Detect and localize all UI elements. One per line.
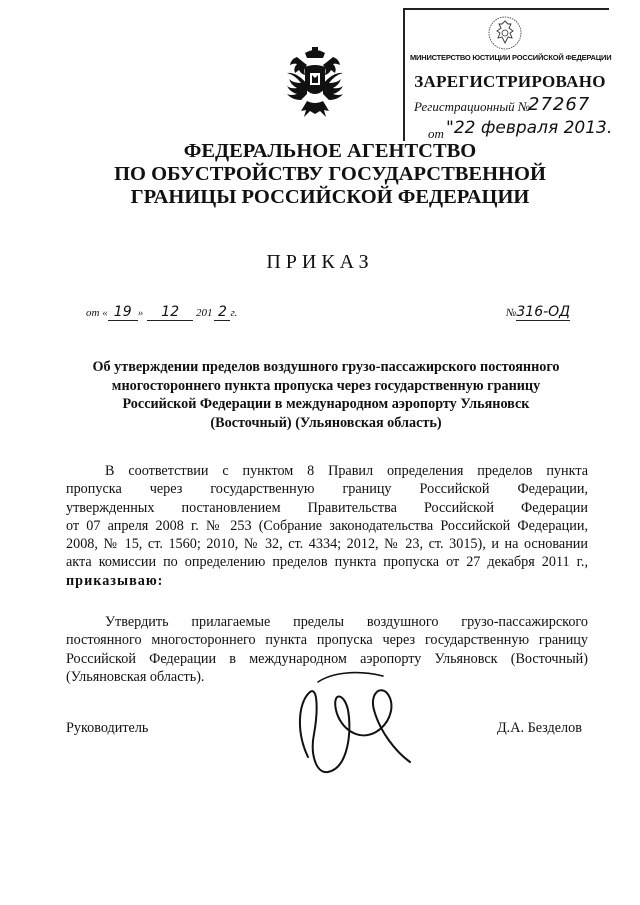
double-headed-eagle-emblem-icon xyxy=(283,43,347,123)
subject-line: Об утверждении пределов воздушного грузо-пассажирского постоянного xyxy=(92,359,560,375)
stamp-regno-value: 27267 xyxy=(528,94,591,115)
signatory-title: Руководитель xyxy=(66,720,149,736)
order-number xyxy=(506,304,570,320)
date-month: 12 xyxy=(147,304,193,321)
paragraph-line: (Ульяновская область). xyxy=(66,668,205,685)
paragraph-line: пропуска через государственную границу Российской Федерации, xyxy=(66,481,588,498)
preamble-paragraph xyxy=(66,462,588,590)
order-date xyxy=(86,304,237,321)
handwritten-signature xyxy=(288,662,418,782)
order-number-prefix: № xyxy=(506,307,517,319)
stamp-registered-text: ЗАРЕГИСТРИРОВАНО xyxy=(414,72,606,91)
paragraph-line: акта комиссии по определению пределов пункта пропуска от 27 декабря 2011 г., xyxy=(66,554,588,571)
subject-line: (Восточный) (Ульяновская область) xyxy=(210,414,442,431)
subject-line: Российской Федерации в международном аэропорту Ульяновск xyxy=(122,396,530,412)
agency-line: ФЕДЕРАЛЬНОЕ АГЕНТСТВО xyxy=(183,140,477,162)
date-year-prefix: 201 xyxy=(195,307,213,319)
paragraph-line: Российской Федерации в международном аэропорту Ульяновск (Восточный) xyxy=(66,650,588,667)
date-mid: » xyxy=(137,307,144,319)
stamp-eagle-emblem-icon xyxy=(488,14,522,52)
stamp-date-value: "22 февраля 2013. xyxy=(446,118,613,138)
stamp-ministry-text: МИНИСТЕРСТВО ЮСТИЦИИ РОССИЙСКОЙ ФЕДЕРАЦИИ xyxy=(410,53,612,62)
agency-name xyxy=(40,140,620,209)
paragraph-line: 2008, № 15, ст. 1560; 2010, № 32, ст. 4334; 2012, № 23, ст. 3015), и на основании xyxy=(66,536,588,553)
date-year-suffix: г. xyxy=(230,307,238,319)
agency-line: ПО ОБУСТРОЙСТВУ ГОСУДАРСТВЕННОЙ xyxy=(114,163,546,185)
order-number-value: 316-ОД xyxy=(516,304,571,320)
paragraph-line: постоянного многостороннего пункта пропуска через государственную границу xyxy=(66,632,588,649)
subject-line: многостороннего пункта пропуска через государственную границу xyxy=(111,377,541,394)
agency-line: ГРАНИЦЫ РОССИЙСКОЙ ФЕДЕРАЦИИ xyxy=(130,186,530,208)
date-prefix: от « xyxy=(86,307,108,319)
date-year-digit: 2 xyxy=(214,304,230,321)
paragraph-line: Утвердить прилагаемые пределы воздушного грузо-пассажирского xyxy=(105,614,588,630)
date-day: 19 xyxy=(108,304,138,321)
stamp-regno-label: Регистрационный № xyxy=(414,99,531,114)
order-subject xyxy=(60,358,592,432)
signatory-name: Д.А. Безделов xyxy=(497,720,582,736)
paragraph-line: от 07 апреля 2008 г. № 253 (Собрание законодательства Российской Федерации, xyxy=(66,517,588,534)
order-word: приказываю: xyxy=(66,572,164,589)
paragraph-line: утвержденных постановлением Правительства Российской Федерации xyxy=(66,499,588,516)
order-title: ПРИКАЗ xyxy=(266,251,374,273)
paragraph-line: В соответствии с пунктом 8 Правил определения пределов пункта xyxy=(105,463,588,479)
stamp-date-label: от xyxy=(428,126,444,141)
